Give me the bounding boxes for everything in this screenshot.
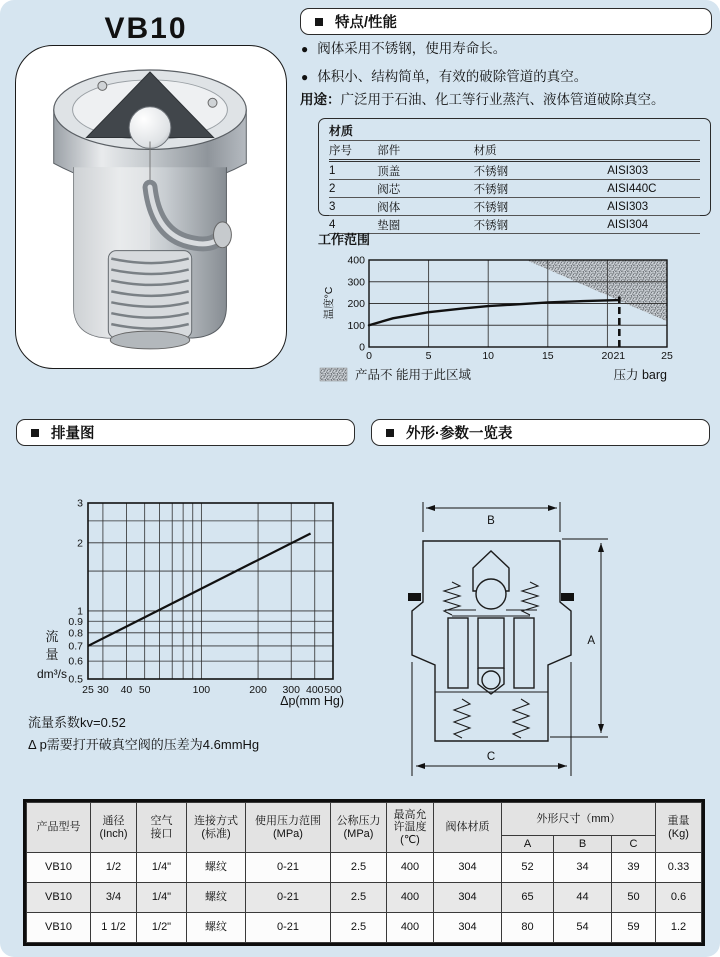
table-cell: AISI303 bbox=[607, 161, 700, 180]
table-cell: 80 bbox=[502, 913, 554, 943]
table-row bbox=[27, 883, 702, 913]
table-cell: 4 bbox=[329, 216, 377, 234]
column-header: 连接方式 (标准) bbox=[187, 803, 246, 853]
bullet-icon: ● bbox=[301, 70, 309, 84]
table-cell: 34 bbox=[554, 853, 612, 883]
section-bullet-icon bbox=[386, 429, 394, 437]
column-header: 阀体材质 bbox=[434, 803, 502, 853]
feature-text: 阀体采用不锈钢，使用寿命长。 bbox=[317, 41, 507, 56]
material-table-title: 材质 bbox=[329, 122, 700, 141]
x-tick-label: 5 bbox=[425, 350, 432, 362]
x-tick-label: 21 bbox=[613, 350, 626, 362]
table-cell: 1/4" bbox=[137, 853, 187, 883]
table-cell: VB10 bbox=[27, 853, 91, 883]
x-tick-label: 20 bbox=[601, 350, 614, 362]
table-cell: 不锈钢 bbox=[474, 161, 608, 180]
table-cell: 44 bbox=[554, 883, 612, 913]
product-cutaway-image bbox=[16, 46, 284, 366]
y-tick-label: 0.8 bbox=[68, 627, 83, 640]
y-tick-label: 0.9 bbox=[68, 615, 83, 628]
usage-line bbox=[300, 92, 716, 109]
material-table-grid bbox=[329, 142, 700, 234]
table-row bbox=[329, 180, 700, 198]
table-cell: 3 bbox=[329, 198, 377, 216]
section-title: 排量图 bbox=[51, 426, 95, 442]
table-cell: 304 bbox=[434, 883, 502, 913]
table-cell: 0-21 bbox=[246, 883, 331, 913]
dim-label-a: A bbox=[587, 635, 595, 647]
x-tick-label: 25 bbox=[82, 684, 94, 696]
stem-hole bbox=[482, 671, 500, 689]
table-row bbox=[27, 913, 702, 943]
column-subheader: B bbox=[554, 836, 612, 853]
flow-line bbox=[88, 533, 311, 645]
x-axis-title: Δp(mm Hg) bbox=[280, 694, 344, 708]
x-tick-label: 25 bbox=[661, 350, 673, 362]
stem bbox=[478, 618, 504, 668]
y-tick-label: 200 bbox=[347, 298, 365, 310]
table-cell: 不锈钢 bbox=[474, 180, 608, 198]
screw bbox=[98, 81, 107, 90]
table-row bbox=[329, 216, 700, 234]
x-tick-label: 400 bbox=[305, 684, 324, 696]
column-right bbox=[514, 618, 534, 688]
flow-chart bbox=[14, 452, 358, 710]
feature-bullet bbox=[301, 69, 713, 86]
x-tick-label: 30 bbox=[97, 684, 109, 696]
column-header bbox=[607, 142, 700, 161]
y-tick-label: 0 bbox=[359, 341, 365, 354]
table-cell: 2 bbox=[329, 180, 377, 198]
legend-label: 产品不 能用于此区域 bbox=[355, 368, 471, 382]
x-tick-label: 0 bbox=[366, 350, 372, 362]
dimension-lines bbox=[412, 502, 608, 776]
table-header-row bbox=[329, 142, 700, 161]
y-tick-label: 0.6 bbox=[68, 655, 83, 668]
column-subheader: C bbox=[612, 836, 656, 853]
ball bbox=[476, 579, 506, 609]
table-header-row bbox=[27, 803, 702, 836]
y-axis-title: 温度°C bbox=[323, 286, 335, 320]
section-title: 外形·参数一览表 bbox=[406, 426, 513, 442]
x-tick-label: 10 bbox=[482, 350, 495, 362]
table-cell: 不锈钢 bbox=[474, 198, 608, 216]
work-range-title: 工作范围 bbox=[318, 232, 371, 247]
thread-left bbox=[454, 699, 470, 738]
elbow-end bbox=[214, 222, 232, 248]
y-axis-title: dm³/s bbox=[37, 667, 67, 681]
x-tick-label: 50 bbox=[138, 684, 151, 696]
feature-bullet bbox=[301, 41, 713, 58]
table-cell: 1/2" bbox=[137, 913, 187, 943]
column-header: 通径 (Inch) bbox=[91, 803, 137, 853]
y-tick-label: 1 bbox=[77, 605, 83, 618]
table-cell: 59 bbox=[612, 913, 656, 943]
table-cell: 0-21 bbox=[246, 853, 331, 883]
usage-text: 广泛用于石油、化工等行业蒸汽、液体管道破除真空。 bbox=[340, 92, 665, 107]
feature-text: 体积小、结构简单，有效的破除管道的真空。 bbox=[317, 69, 588, 84]
product-image-frame bbox=[15, 45, 287, 369]
y-tick-label: 100 bbox=[347, 319, 365, 332]
table-cell: 1/2 bbox=[91, 853, 137, 883]
dim-label-c: C bbox=[486, 751, 496, 763]
y-tick-label: 400 bbox=[347, 254, 365, 267]
screw bbox=[208, 98, 217, 107]
table-cell: 400 bbox=[387, 913, 434, 943]
seal-right bbox=[561, 593, 574, 601]
table-cell: 65 bbox=[502, 883, 554, 913]
seal-left bbox=[408, 593, 421, 601]
table-cell: 3/4 bbox=[91, 883, 137, 913]
table-cell: AISI304 bbox=[607, 216, 700, 234]
dp-note: Δ p需要打开破真空阀的压差为4.6mmHg bbox=[28, 737, 260, 752]
y-axis-title: 流 bbox=[45, 629, 59, 644]
table-row bbox=[27, 853, 702, 883]
column-header: 重量 (Kg) bbox=[656, 803, 702, 853]
dim-label-b: B bbox=[487, 515, 495, 527]
column-header: 公称压力 (MPa) bbox=[331, 803, 387, 853]
x-tick-label: 200 bbox=[249, 684, 267, 696]
column-header: 序号 bbox=[329, 142, 377, 161]
x-tick-label: 100 bbox=[192, 684, 211, 696]
dimension-drawing bbox=[390, 494, 710, 786]
table-cell: 0.33 bbox=[656, 853, 702, 883]
table-cell: 1.2 bbox=[656, 913, 702, 943]
bullet-icon: ● bbox=[301, 42, 309, 56]
work-range-chart bbox=[316, 248, 712, 388]
table-cell: 2.5 bbox=[331, 883, 387, 913]
column-header: 最高允 许温度 (℃) bbox=[387, 803, 434, 853]
table-cell: 52 bbox=[502, 853, 554, 883]
column-subheader: A bbox=[502, 836, 554, 853]
stipple-legend-swatch bbox=[320, 368, 347, 381]
usage-label: 用途： bbox=[300, 92, 341, 107]
x-tick-label: 40 bbox=[120, 684, 133, 696]
y-tick-label: 0.5 bbox=[68, 673, 83, 686]
section-bullet-icon bbox=[315, 18, 323, 26]
table-row bbox=[329, 161, 700, 180]
table-cell: 阀体 bbox=[377, 198, 473, 216]
column-header-dims: 外形尺寸（mm） bbox=[502, 803, 656, 836]
spec-table-grid bbox=[26, 802, 702, 943]
column-header: 产品型号 bbox=[27, 803, 91, 853]
table-cell: 54 bbox=[554, 913, 612, 943]
x-axis-title: 压力 barg bbox=[613, 368, 667, 382]
body-silhouette bbox=[412, 541, 571, 741]
column-header: 部件 bbox=[377, 142, 473, 161]
x-tick-label: 500 bbox=[324, 684, 342, 696]
features-section-header bbox=[300, 8, 712, 35]
table-cell: 50 bbox=[612, 883, 656, 913]
spec-table bbox=[23, 799, 705, 946]
material-table bbox=[318, 118, 711, 232]
column-header: 材质 bbox=[474, 142, 608, 161]
x-tick-label: 300 bbox=[282, 684, 300, 696]
table-cell: 39 bbox=[612, 853, 656, 883]
column-header: 空气 接口 bbox=[137, 803, 187, 853]
x-tick-label: 15 bbox=[541, 350, 554, 362]
table-cell: 螺纹 bbox=[187, 853, 246, 883]
column-left bbox=[448, 618, 468, 688]
y-tick-label: 300 bbox=[347, 276, 365, 289]
table-cell: 垫圈 bbox=[377, 216, 473, 234]
table-cell: 0-21 bbox=[246, 913, 331, 943]
table-cell: 1 bbox=[329, 161, 377, 180]
table-row bbox=[329, 198, 700, 216]
dims-section-header bbox=[371, 419, 710, 446]
column-header: 使用压力范围 (MPa) bbox=[246, 803, 331, 853]
table-cell: 不锈钢 bbox=[474, 216, 608, 234]
table-cell: VB10 bbox=[27, 883, 91, 913]
table-cell: VB10 bbox=[27, 913, 91, 943]
valve-outline bbox=[412, 541, 571, 741]
y-tick-label: 3 bbox=[77, 497, 83, 510]
bottom-bore bbox=[110, 331, 189, 349]
y-tick-label: 2 bbox=[77, 537, 83, 550]
table-cell: 螺纹 bbox=[187, 913, 246, 943]
kv-note: 流量系数kv=0.52 bbox=[28, 715, 126, 730]
plot-border bbox=[88, 503, 333, 679]
table-cell: AISI440C bbox=[607, 180, 700, 198]
page-title: VB10 bbox=[104, 12, 188, 45]
flow-section-header bbox=[16, 419, 355, 446]
table-cell: 阀芯 bbox=[377, 180, 473, 198]
table-cell: 2.5 bbox=[331, 853, 387, 883]
table-cell: 304 bbox=[434, 913, 502, 943]
thread-right bbox=[513, 699, 529, 738]
table-cell: 顶盖 bbox=[377, 161, 473, 180]
table-cell: 0.6 bbox=[656, 883, 702, 913]
table-cell: 螺纹 bbox=[187, 883, 246, 913]
table-cell: 400 bbox=[387, 853, 434, 883]
section-title: 特点/性能 bbox=[335, 15, 398, 31]
section-bullet-icon bbox=[31, 429, 39, 437]
table-cell: 1/4" bbox=[137, 883, 187, 913]
table-cell: 1 1/2 bbox=[91, 913, 137, 943]
table-cell: 304 bbox=[434, 853, 502, 883]
y-axis-title: 量 bbox=[45, 647, 59, 662]
table-cell: 2.5 bbox=[331, 913, 387, 943]
y-tick-label: 0.7 bbox=[68, 640, 83, 653]
table-cell: AISI303 bbox=[607, 198, 700, 216]
table-cell: 400 bbox=[387, 883, 434, 913]
